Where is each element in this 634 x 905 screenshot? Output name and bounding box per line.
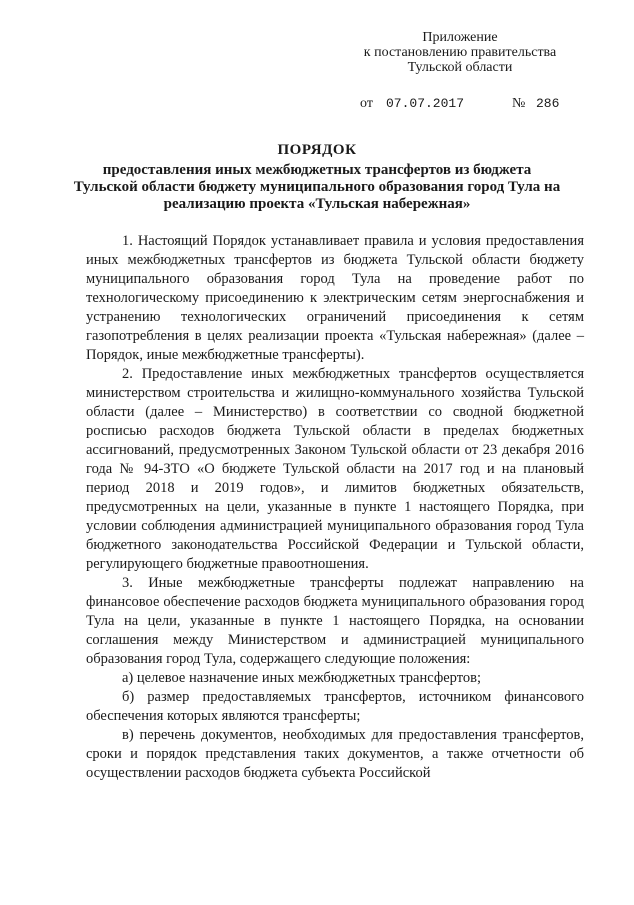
appendix-line-1: Приложение xyxy=(422,30,498,45)
appendix-header xyxy=(340,30,580,75)
number-label: № xyxy=(512,96,526,111)
document-title xyxy=(70,142,564,213)
appendix-line-2: к постановлению правительства xyxy=(363,45,557,60)
paragraph-3: 3. Иные межбюджетные трансферты подлежат направлению на финансовое обеспечение расходов бюджета муниципального образования город Тула на цели, указанные в пункте 1 настоящего Порядка, на основании соглашения между Министерством и администрацией муниципального образования город Тула, содержащего следующие положения: xyxy=(86,575,584,667)
paragraph-1: 1. Настоящий Порядок устанавливает правила и условия предоставления иных межбюджетных трансфертов из бюджета Тульской области бюджету муниципального образования город Тула на проведение работ по технологическому присоединению к электрическим сетям энергоснабжения и устранению технологических ограничений присоединения к сетям газопотребления в целях реализации проекта «Тульская набережная» (далее – Порядок, иные межбюджетные трансферты). xyxy=(86,233,584,363)
paragraph-3b: б) размер предоставляемых трансфертов, источником финансового обеспечения которых являются трансферты; xyxy=(86,689,584,724)
appendix-line-3: Тульской области xyxy=(407,60,513,75)
from-label: от xyxy=(360,96,373,111)
document-body xyxy=(86,232,584,783)
document-date: 07.07.2017 xyxy=(386,96,465,111)
document-number: 286 xyxy=(536,96,560,111)
paragraph-2: 2. Предоставление иных межбюджетных трансфертов осуществляется министерством строительства и жилищно-коммунального хозяйства Тульской области (далее – Министерство) в соответствии со сводной бюджетной росписью расходов бюджета Тульской области в пределах бюджетных ассигнований, предусмотренных Законом Тульской области от 23 декабря 2016 года № 94-ЗТО «О бюджете Тульской области на 2017 год и на плановый период 2018 и 2019 годов», и лимитов бюджетных обязательств, предусмотренных на цели, указанные в пункте 1 настоящего Порядка, при условии соблюдения администрацией муниципального образования город Тула бюджетного законодательства Российской Федерации и Тульской области, регулирующего бюджетные правоотношения. xyxy=(86,366,584,572)
title-main: ПОРЯДОК xyxy=(277,142,357,158)
title-subtitle: предоставления иных межбюджетных трансфертов из бюджета Тульской области бюджету муниципального образования город Тула на реализацию проекта «Тульская набережная» xyxy=(73,162,561,212)
paragraph-3c: в) перечень документов, необходимых для предоставления трансфертов, сроки и порядок представления таких документов, а также отчетности об осуществлении расходов бюджета субъекта Российской xyxy=(86,727,584,781)
paragraph-3a: а) целевое назначение иных межбюджетных трансфертов; xyxy=(122,670,481,686)
